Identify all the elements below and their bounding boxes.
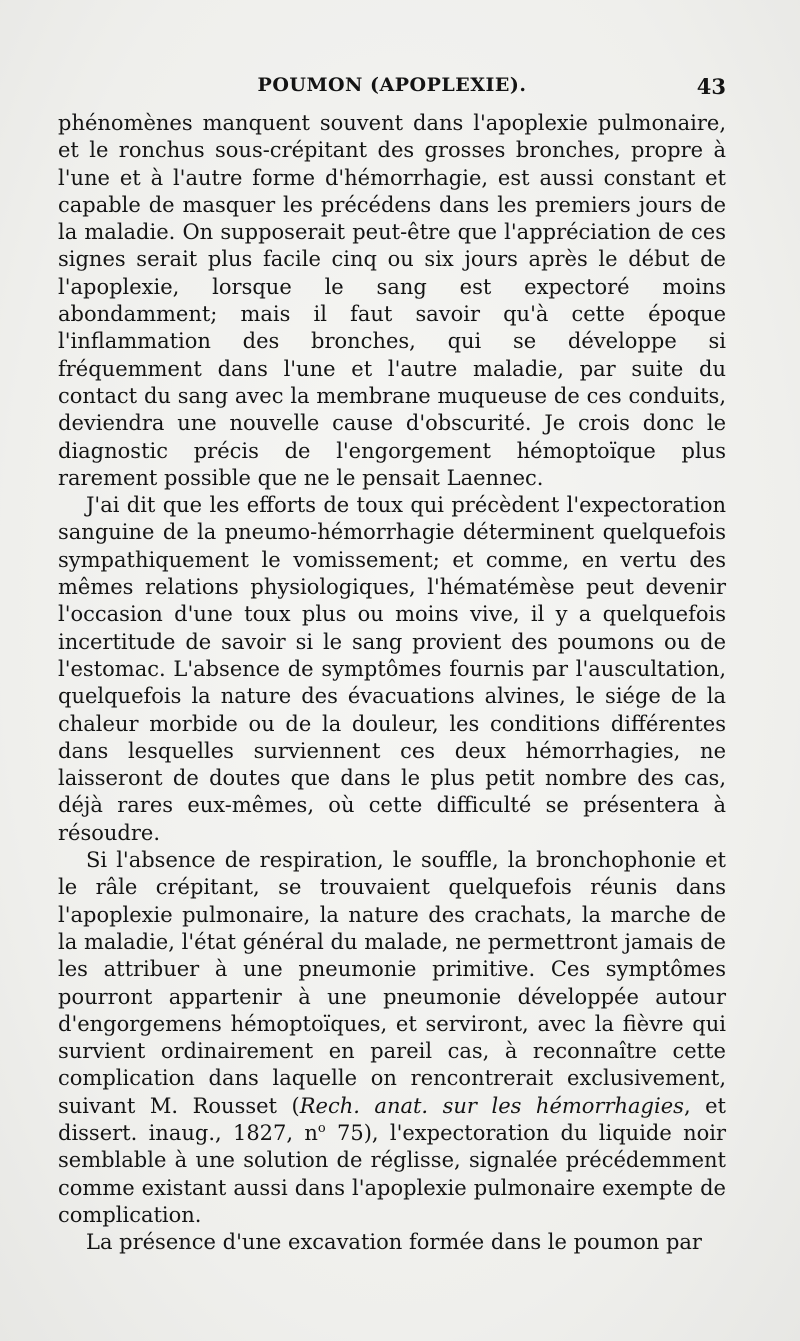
page-header (58, 74, 726, 104)
paragraph-3-text-a: Si l'absence de respiration, le souffle, la bronchophonie et le râle crépitant, se trouvaient quelquefois réunis dans l'apoplexie pulmonaire, la nature des crachats, la marche de la maladie, l'état général du malade, ne permettront jamais de les attribuer à une pneumonie primitive. Ces symptômes pourront appartenir à une pneumonie développée autour d'engorgemens hémoptoïques, et serviront, avec la fièvre qui survient ordinairement en pareil cas, à reconnaître cette complication dans laquelle on rencontrerait exclusivement, suivant M. Rousset ( (58, 848, 726, 1118)
citation-title: Rech. anat. sur les hémorrhagies (299, 1093, 684, 1118)
body-text (58, 110, 726, 1256)
paragraph-1: phénomènes manquent souvent dans l'apoplexie pulmonaire, et le ronchus sous-crépitant des grosses bronches, propre à l'une et à l'autre forme d'hémorrhagie, est aussi constant et capable de masquer les précédens dans les premiers jours de la maladie. On supposerait peut-être que l'appréciation de ces signes serait plus facile cinq ou six jours après le début de l'apoplexie, lorsque le sang est expectoré moins abondamment; mais il faut savoir qu'à cette époque l'inflammation des bronches, qui se développe si fréquemment dans l'une et l'autre maladie, par suite du contact du sang avec la membrane muqueuse de ces conduits, deviendra une nouvelle cause d'obscurité. Je crois donc le diagnostic précis de l'engorgement hémoptoïque plus rarement possible que ne le pensait Laennec. (58, 111, 726, 490)
superscript-o: o (317, 1120, 326, 1136)
paragraph-3-text-c: 75), l'expectoration du liquide noir semblable à une solution de réglisse, signalée précédemment comme existant aussi dans l'apoplexie pulmonaire exempte de complication. (58, 1120, 726, 1227)
running-title: POUMON (APOPLEXIE). (257, 74, 527, 96)
paragraph-2: J'ai dit que les efforts de toux qui précèdent l'expectoration sanguine de la pneumo-hémorrhagie déterminent quelquefois sympathiquement le vomissement; et comme, en vertu des mêmes relations physiologiques, l'hématémèse peut devenir l'occasion d'une toux plus ou moins vive, il y a quelquefois incertitude de savoir si le sang provient des poumons ou de l'estomac. L'absence de symptômes fournis par l'auscultation, quelquefois la nature des évacuations alvines, le siége de la chaleur morbide ou de la douleur, les conditions différentes dans lesquelles surviennent ces deux hémorrhagies, ne laisseront de doutes que dans le plus petit nombre des cas, déjà rares eux-mêmes, où cette difficulté se présentera à résoudre. (58, 493, 726, 845)
page-number: 43 (696, 74, 726, 99)
paragraph-4: La présence d'une excavation formée dans le poumon par (86, 1230, 702, 1255)
paragraph-3-text-b: , et dissert. inaug., 1827, n (58, 1093, 727, 1145)
paragraph-3 (58, 847, 726, 1229)
